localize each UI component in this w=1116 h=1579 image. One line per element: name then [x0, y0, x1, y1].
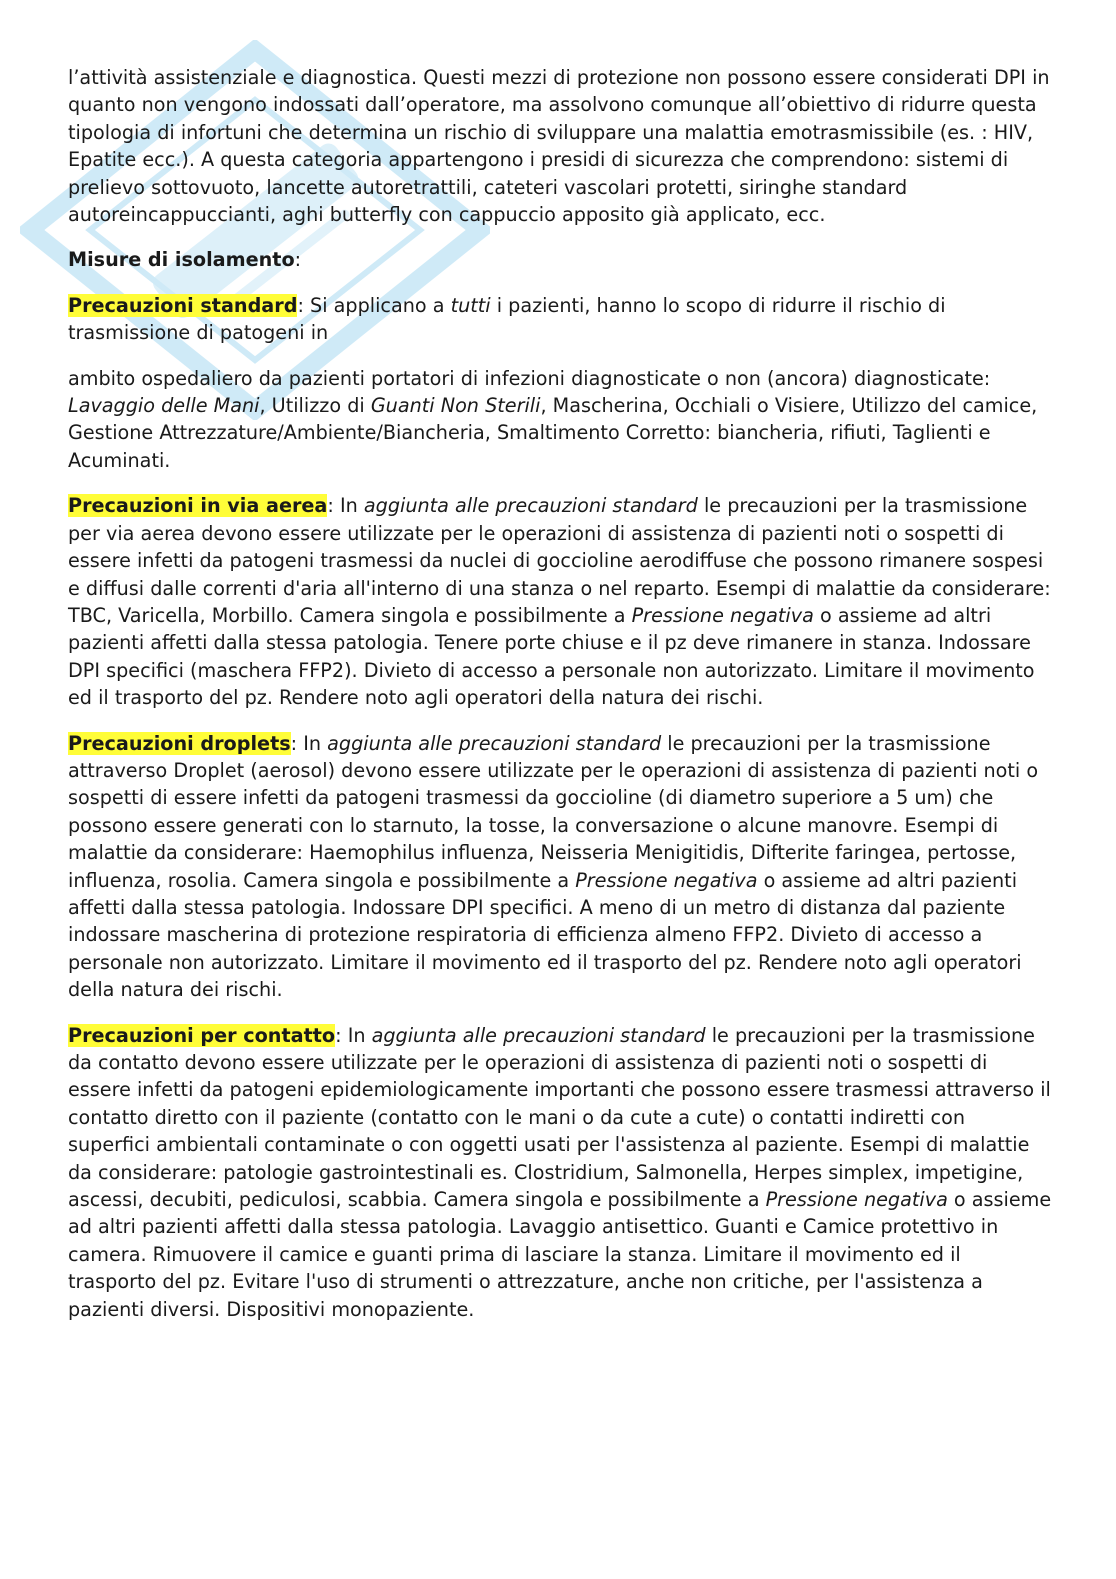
contact-text-c: o assieme ad altri pazienti affetti dalla stessa patologia. Lavaggio antisettico. Guanti e Camice protettivo in camera. Rimuovere il camice e guanti prima di lasciare la stanza. Limitare il movimento ed il trasporto del pz. Evitare l'uso di strumenti o attrezzature, anche non critiche, per l'assistenza a pazienti diversi. Dispositivi monopaziente.	[68, 1188, 1052, 1321]
standard-text-a: : Si applicano a	[297, 293, 451, 317]
standard-text-em: tutti	[450, 293, 491, 317]
isolation-heading-colon: :	[294, 248, 302, 272]
standard-precautions-paragraph	[68, 292, 1053, 347]
intro-paragraph: l’attività assistenziale e diagnostica. Questi mezzi di protezione non possono essere considerati DPI in quanto non vengono indossati dall’operatore, ma assolvono comunque all’obiettivo di ridurre questa tipologia di infortuni che determina un rischio di sviluppare una malattia emotrasmissibile (es. : HIV, Epatite ecc.). A questa categoria appartengono i presidi di sicurezza che comprendono: sistemi di prelievo sottovuoto, lancette autoretrattili, cateteri vascolari protetti, siringhe standard autoreincappuccianti, aghi butterfly con cappuccio apposito già applicato, ecc.	[68, 66, 1050, 227]
droplets-text-em2: Pressione negativa	[575, 868, 758, 892]
standard-precautions-continuation	[68, 365, 1053, 475]
airborne-precautions-title: Precauzioni in via aerea	[68, 494, 328, 518]
airborne-text-c: o assieme ad altri pazienti affetti dalla stessa patologia. Tenere porte chiuse e il pz deve rimanere in stanza. Indossare DPI specifici (maschera FFP2). Divieto di accesso a personale non autorizzato. Limitare il movimento ed il trasporto del pz. Rendere noto agli operatori della natura dei rischi.	[68, 603, 1035, 710]
droplets-text-c: o assieme ad altri pazienti affetti dalla stessa patologia. Indossare DPI specifici. A meno di un metro di distanza dal paziente indossare mascherina di protezione respiratoria di efficienza almeno FFP2. Divieto di accesso a personale non autorizzato. Limitare il movimento ed il trasporto del pz. Rendere noto agli operatori della natura dei rischi.	[68, 868, 1022, 1002]
standard-cont-a: ambito ospedaliero da pazienti portatori di infezioni diagnosticate o non (ancora) diagnosticate:	[68, 366, 991, 390]
droplets-precautions-title: Precauzioni droplets	[68, 731, 291, 755]
droplets-precautions-paragraph	[68, 730, 1053, 1004]
isolation-heading-line	[68, 246, 1053, 273]
isolation-heading: Misure di isolamento	[68, 248, 295, 272]
standard-text-b: i pazienti, hanno lo scopo di ridurre il rischio di trasmissione di patogeni in	[68, 293, 946, 345]
airborne-text-a: : In	[327, 494, 364, 518]
airborne-text-b: le precauzioni per la trasmissione per via aerea devono essere utilizzate per le operazioni di assistenza di pazienti noti o sospetti di essere infetti da patogeni trasmessi da nuclei di goccioline aerodiffuse che possono rimanere sospesi e diffusi dalle correnti d'aria all'interno di una stanza o nel reparto. Esempi di malattie da considerare: TBC, Varicella, Morbillo. Camera singola e possibilmente a	[68, 494, 1051, 627]
contact-text-a: : In	[335, 1023, 372, 1047]
standard-cont-b: , Utilizzo di	[259, 394, 371, 418]
droplets-text-a: : In	[290, 731, 328, 755]
standard-cont-em2: Guanti Non Sterili	[370, 394, 541, 418]
contact-precautions-title: Precauzioni per contatto	[68, 1023, 336, 1047]
airborne-text-em2: Pressione negativa	[631, 603, 814, 627]
airborne-text-em1: aggiunta alle precauzioni standard	[363, 494, 698, 518]
droplets-text-b: le precauzioni per la trasmissione attraverso Droplet (aerosol) devono essere utilizzate per le operazioni di assistenza di pazienti noti o sospetti di essere infetti da patogeni trasmessi da goccioline (di diametro superiore a 5 um) che possono essere generati con lo starnuto, la tosse, la conversazione o alcune manovre. Esempi di malattie da considerare: Haemophilus influenza, Neisseria Menigitidis, Difterite faringea, pertosse, influenza, rosolia. Camera singola e possibilmente a	[68, 731, 1039, 892]
droplets-text-em1: aggiunta alle precauzioni standard	[327, 731, 662, 755]
contact-text-b: le precauzioni per la trasmissione da contatto devono essere utilizzate per le operazioni di assistenza di pazienti noti o sospetti di essere infetti da patogeni epidemiologicamente importanti che possono essere trasmessi attraverso il contatto diretto con il paziente (contatto con le mani o da cute a cute) o contatti indiretti con superfici ambientali contaminate o con oggetti usati per l'assistenza al paziente. Esempi di malattie da considerare: patologie gastrointestinali es. Clostridium, Salmonella, Herpes simplex, impetigine, ascessi, decubiti, pediculosi, scabbia. Camera singola e possibilmente a	[68, 1023, 1051, 1212]
document-body	[68, 64, 1053, 1341]
contact-text-em2: Pressione negativa	[765, 1188, 948, 1212]
contact-precautions-paragraph	[68, 1022, 1053, 1323]
standard-cont-em1: Lavaggio delle Mani	[68, 394, 260, 418]
standard-precautions-title: Precauzioni standard	[68, 293, 298, 317]
standard-cont-c: , Mascherina, Occhiali o Visiere, Utilizzo del camice, Gestione Attrezzature/Ambiente/Biancheria, Smaltimento Corretto: biancheria, rifiuti, Taglienti e Acuminati.	[68, 394, 1038, 472]
contact-text-em1: aggiunta alle precauzioni standard	[371, 1023, 706, 1047]
airborne-precautions-paragraph	[68, 492, 1053, 711]
